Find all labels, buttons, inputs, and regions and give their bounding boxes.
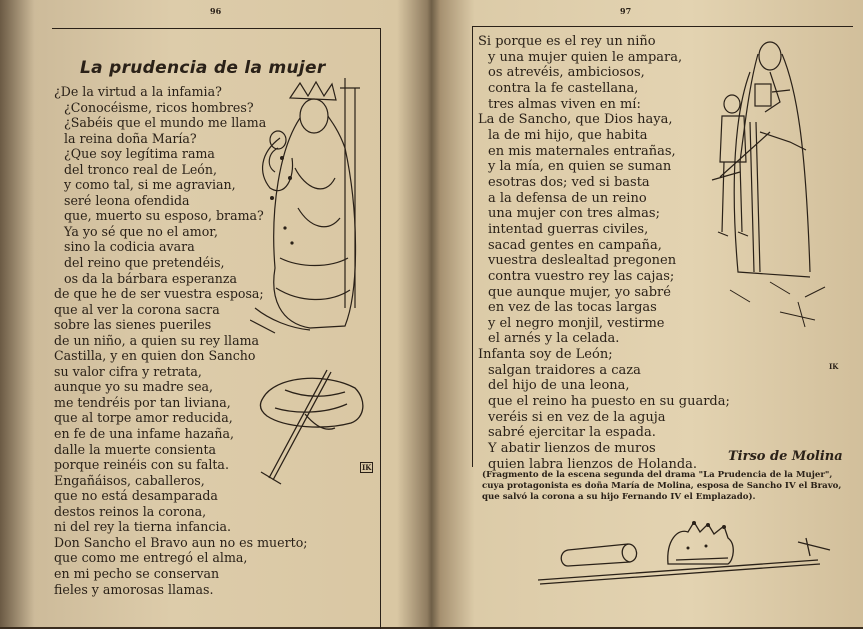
verse-line: ¿Que soy legítima rama bbox=[64, 146, 215, 162]
left-page bbox=[0, 0, 425, 627]
verse-line: la de mi hijo, que habita bbox=[488, 127, 648, 143]
verse-line: la reina doña María? bbox=[64, 130, 197, 146]
verse-line: ¿Conocéisme, ricos hombres? bbox=[64, 99, 254, 115]
verse-line: Castilla, y en quien don Sancho bbox=[54, 348, 256, 364]
verse-line: en fe de una infame hazaña, bbox=[54, 426, 235, 442]
verse-line: que, muerto su esposo, brama? bbox=[64, 208, 264, 224]
verse-line: sobre las sienes pueriles bbox=[54, 317, 212, 333]
verse-line: ¿De la virtud a la infamia? bbox=[54, 84, 222, 99]
verse-line: dalle la muerte consienta bbox=[54, 441, 217, 457]
fan-and-sword-illustration bbox=[255, 368, 375, 486]
verse-line: aunque yo su madre sea, bbox=[54, 379, 214, 395]
footnote: (Fragmento de la escena segunda del drama "La Prudencia de la Mujer", cuya protagonista es doña María de Molina, esposa de Sancho IV el Bravo, que salvó la corona a su hijo Fernando IV el Emplazado). bbox=[482, 470, 842, 502]
verse-line: tres almas viven en mí: bbox=[488, 96, 641, 112]
verse-line: seré leona ofendida bbox=[64, 192, 190, 208]
verse-line: que el reino ha puesto en su guarda; bbox=[488, 394, 730, 410]
page-number-left: 96 bbox=[210, 6, 222, 16]
verse-line: porque reinéis con su falta. bbox=[54, 457, 229, 473]
illustrator-monogram-right: IK bbox=[829, 362, 839, 371]
verse-line: sacad gentes en campaña, bbox=[488, 237, 662, 253]
verse-line: que aunque mujer, yo sabré bbox=[488, 284, 671, 300]
verse-line: del reino que pretendéis, bbox=[64, 255, 225, 271]
verse-line: sabré ejercitar la espada. bbox=[488, 425, 656, 441]
verse-line: su valor cifra y retrata, bbox=[54, 363, 202, 379]
verse-line: vuestra deslealtad pregonen bbox=[488, 253, 677, 269]
poem-title: La prudencia de la mujer bbox=[80, 58, 326, 78]
verse-line: Engañáisos, caballeros, bbox=[54, 472, 205, 488]
verse-line: en vez de las tocas largas bbox=[488, 300, 657, 316]
verse-line: en mis maternales entrañas, bbox=[488, 143, 676, 159]
verse-line: quien labra lienzos de Holanda. bbox=[488, 456, 698, 472]
verse-line: veréis si en vez de la aguja bbox=[488, 409, 666, 425]
verse-line: esotras dos; ved si basta bbox=[488, 174, 650, 190]
page-number-right: 97 bbox=[620, 6, 632, 16]
verse-line: fieles y amorosas llamas. bbox=[54, 581, 214, 597]
verse-line: una mujer con tres almas; bbox=[488, 206, 660, 222]
verse-line: Y abatir lienzos de muros bbox=[488, 441, 656, 457]
verse-line: contra la fe castellana, bbox=[488, 80, 639, 96]
verse-line: y como tal, si me agravian, bbox=[64, 177, 236, 193]
verse-line: La de Sancho, que Dios haya, bbox=[478, 112, 673, 128]
verse-line: en mi pecho se conservan bbox=[54, 565, 220, 581]
verse-line: os atrevéis, ambiciosos, bbox=[488, 65, 645, 81]
author-signature: Tirso de Molina bbox=[728, 449, 843, 464]
verse-line: que no está desamparada bbox=[54, 488, 218, 504]
verse-line: Si porque es el rey un niño bbox=[478, 34, 656, 49]
verse-line: me tendréis por tan liviana, bbox=[54, 394, 231, 410]
verse-line: ni del rey la tierna infancia. bbox=[54, 519, 232, 535]
verse-line: os da la bárbara esperanza bbox=[64, 270, 238, 286]
verse-line: salgan traidores a caza bbox=[488, 362, 641, 378]
verse-line: de un niño, a quien su rey llama bbox=[54, 332, 260, 348]
verse-line: Ya yo sé que no el amor, bbox=[64, 223, 218, 239]
verse-line: que al torpe amor reducida, bbox=[54, 410, 233, 426]
verse-line: intentad guerras civiles, bbox=[488, 221, 649, 237]
queen-and-prince-illustration bbox=[710, 32, 835, 332]
verse-line: de que he de ser vuestra esposa; bbox=[54, 286, 264, 302]
verse-line: Infanta soy de León; bbox=[478, 347, 613, 363]
verse-line: a la defensa de un reino bbox=[488, 190, 647, 206]
illustrator-monogram: IK bbox=[362, 463, 372, 472]
verse-line: el arnés y la celada. bbox=[488, 331, 620, 347]
queen-with-child-illustration bbox=[250, 58, 375, 338]
verse-line: contra vuestro rey las cajas; bbox=[488, 268, 675, 284]
right-page bbox=[430, 0, 863, 627]
verse-line: destos reinos la corona, bbox=[54, 503, 207, 519]
verse-line: y una mujer quien le ampara, bbox=[488, 49, 683, 65]
verse-line: que como me entregó el alma, bbox=[54, 550, 248, 566]
verse-line: del tronco real de León, bbox=[64, 161, 218, 177]
verse-line: del hijo de una leona, bbox=[488, 378, 630, 394]
right-verse-list bbox=[478, 34, 730, 472]
scroll-crown-sword-illustration bbox=[538, 520, 838, 590]
verse-line: que al ver la corona sacra bbox=[54, 301, 220, 317]
verse-line: sino la codicia avara bbox=[64, 239, 195, 255]
verse-line: ¿Sabéis que el mundo me llama bbox=[64, 115, 267, 131]
verse-line: Don Sancho el Bravo aun no es muerto; bbox=[54, 534, 308, 550]
verse-line: y la mía, en quien se suman bbox=[488, 159, 672, 175]
verse-line: y el negro monjil, vestirme bbox=[488, 315, 665, 331]
